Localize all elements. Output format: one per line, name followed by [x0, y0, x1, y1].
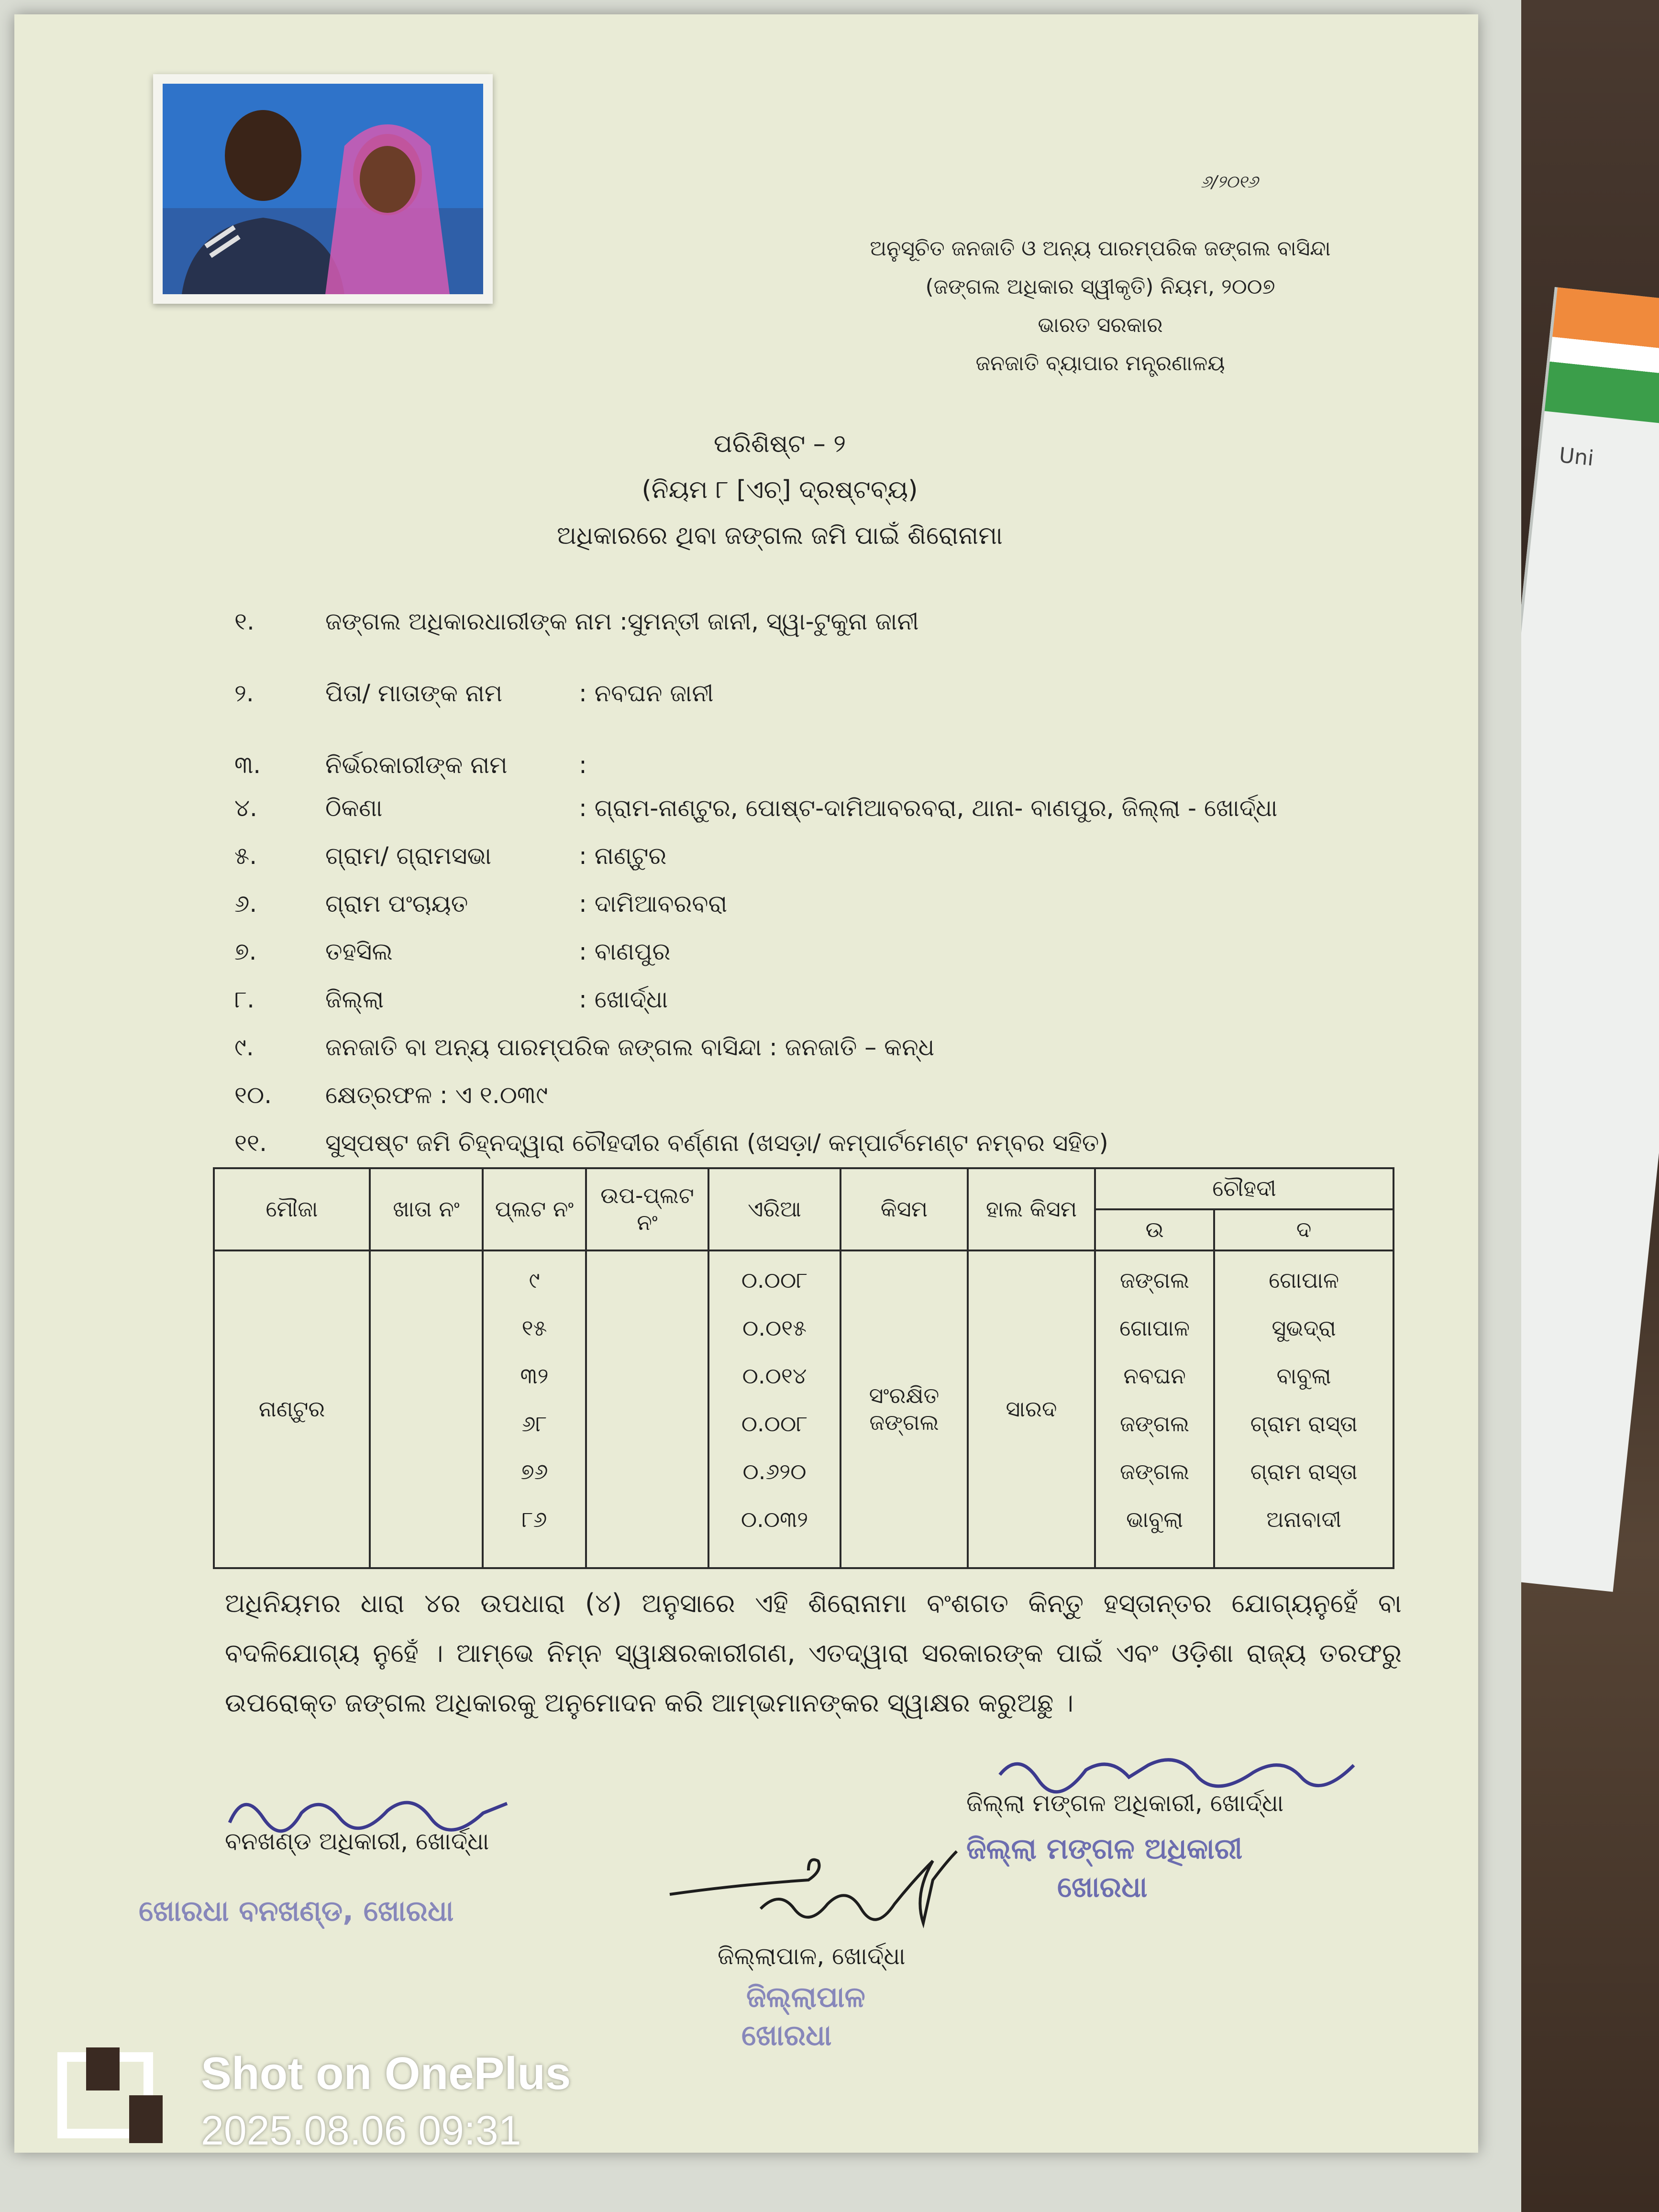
north-boundary: ଭାବୁଲା: [1126, 1506, 1183, 1532]
col-area: ଏରିଆ: [708, 1168, 841, 1250]
plot-number: ୧୫: [521, 1315, 547, 1341]
act-header: [789, 230, 1411, 383]
south-boundary: ଗୋପାଳ: [1269, 1267, 1339, 1293]
center-signatory-title: ଜିଲ୍ଲାପାଳ, ଖୋର୍ଦ୍ଧା: [718, 1942, 906, 1970]
south-boundary: ବାବୁଲା: [1276, 1363, 1331, 1389]
col-hal-kisam: ହାଲ କିସମ: [968, 1168, 1095, 1250]
document-page: [14, 14, 1478, 2153]
cell-hal-kisam: ସାରଦ: [968, 1250, 1095, 1568]
north-boundary: ନବଘନ: [1123, 1363, 1186, 1389]
right-signatory-title: ଜିଲ୍ଲା ମଙ୍ଗଳ ଅଧିକାରୀ, ଖୋର୍ଦ୍ଧା: [966, 1789, 1284, 1817]
field-number: ୪.: [234, 794, 257, 822]
left-signatory-title: ବନଖଣ୍ଡ ଅଧିକାରୀ, ଖୋର୍ଦ୍ଧା: [225, 1827, 489, 1855]
field-value: : ଗ୍ରାମ-ନାଣ୍ଟୁର, ପୋଷ୍ଟ-ଦାମିଆବରବରା, ଥାନା- ବାଣପୁର, ଜିଲ୍ଲା - ଖୋର୍ଦ୍ଧା: [579, 794, 1278, 822]
field-label: ତହସିଲ: [325, 938, 393, 965]
form-title-block: [349, 421, 1210, 559]
form-title: ଅଧିକାରରେ ଥିବା ଜଙ୍ଗଲ ଜମି ପାଇଁ ଶିରୋନାମା: [557, 521, 1003, 550]
area-value: ୦.୦୧୫: [742, 1315, 807, 1341]
field-label: ସୁସ୍ପଷ୍ଟ ଜମି ଚିହ୍ନଦ୍ୱାରା ଚୌହଦୀର ବର୍ଣ୍ଣନା (ଖସଡ଼ା/ କମ୍ପାର୍ଟମେଣ୍ଟ ନମ୍ବର ସହିତ): [325, 1129, 1108, 1157]
field-number: ୧୧.: [234, 1129, 267, 1157]
north-boundary: ଜଙ୍ଗଲ: [1119, 1459, 1190, 1484]
field-value: :: [579, 751, 587, 779]
field-label: ନିର୍ଭରକାରୀଙ୍କ ନାମ: [325, 751, 508, 779]
field-number: ୩.: [234, 751, 261, 779]
plot-number: ୭୬: [520, 1459, 548, 1484]
col-subplot: ଉପ-ପ୍ଲଟ ନଂ: [586, 1168, 708, 1250]
cell-north: [1095, 1250, 1214, 1568]
cell-areas: [708, 1250, 841, 1568]
field-label: କ୍ଷେତ୍ରଫଳ : ଏ ୧.୦୩୯: [325, 1081, 548, 1109]
field-value: : ନବଘନ ଜାନୀ: [579, 679, 714, 707]
area-value: ୦.୦୦୮: [741, 1411, 808, 1437]
watermark-datetime: 2025.08.06 09:31: [201, 2108, 521, 2154]
watermark-title: Shot on OnePlus: [201, 2048, 571, 2099]
col-kisam: କିସମ: [841, 1168, 968, 1250]
area-value: ୦.୦୩୨: [741, 1506, 808, 1532]
south-boundary: ଗ୍ରାମ ରାସ୍ତା: [1250, 1411, 1358, 1437]
cell-kisam: ସଂରକ୍ଷିତ ଜଙ୍ଗଲ: [841, 1250, 968, 1568]
field-number: ୭.: [234, 938, 257, 965]
center-signature-icon: [665, 1832, 962, 1942]
field-value: : ଖୋର୍ଦ୍ଧା: [579, 985, 668, 1013]
field-label: ଗ୍ରାମ ପଂଚାୟତ: [325, 890, 468, 918]
act-header-line-3: ଭାରତ ସରକାର: [1038, 313, 1163, 337]
south-boundary: ସୁଭଦ୍ରା: [1272, 1315, 1336, 1341]
col-chauhadi: ଚୌହଦୀ: [1095, 1168, 1394, 1209]
field-label: ଠିକଣା: [325, 794, 383, 822]
table-header-row: [214, 1168, 1394, 1209]
act-header-line-1: ଅନୁସୂଚିତ ଜନଜାତି ଓ ଅନ୍ୟ ପାରମ୍ପରିକ ଜଙ୍ଗଲ ବାସିନ୍ଦା: [870, 236, 1331, 261]
col-plot: ପ୍ଲଟ ନଂ: [483, 1168, 586, 1250]
cell-subplot: [586, 1250, 708, 1568]
left-stamp: ଖୋରଧା ବନଖଣ୍ଡ, ଖୋରଧା: [139, 1894, 454, 1928]
oneplus-logo-icon: [57, 2047, 163, 2143]
card-text: Uni: [1558, 443, 1595, 471]
south-boundary: ଗ୍ରାମ ରାସ୍ତା: [1250, 1459, 1358, 1484]
area-value: ୦.୬୨୦: [742, 1459, 807, 1484]
annex-label: ପରିଶିଷ୍ଟ – ୨: [713, 430, 846, 458]
table-row: [214, 1250, 1394, 1568]
field-label: ପିତା/ ମାତାଙ୍କ ନାମ: [325, 679, 503, 707]
col-south: ଦ: [1214, 1209, 1394, 1250]
field-value: : ଦାମିଆବରବରା: [579, 890, 728, 918]
field-number: ୯.: [234, 1033, 254, 1061]
act-header-line-4: ଜନଜାତି ବ୍ୟାପାର ମନ୍ତ୍ରଣାଳୟ: [975, 351, 1225, 376]
col-khata: ଖାତା ନଂ: [370, 1168, 483, 1250]
field-value: : ବାଣପୁର: [579, 938, 671, 965]
col-north: ଉ: [1095, 1209, 1214, 1250]
area-value: ୦.୦୦୮: [741, 1267, 808, 1293]
cell-khata: [370, 1250, 483, 1568]
card-flag-band: [1545, 288, 1659, 431]
north-boundary: ଗୋପାଳ: [1119, 1315, 1190, 1341]
field-label: ଜନଜାତି ବା ଅନ୍ୟ ପାରମ୍ପରିକ ଜଙ୍ଗଲ ବାସିନ୍ଦା : ଜନଜାତି – କନ୍ଧ: [325, 1033, 935, 1061]
plot-number: ୬୮: [521, 1411, 547, 1437]
camera-watermark: [57, 2038, 727, 2162]
rule-reference: (ନିୟମ ୮ [ଏଚ୍] ଦ୍ରଷ୍ଟବ୍ୟ): [641, 476, 918, 504]
center-stamp-line-2: ଖୋରଧା: [741, 2019, 832, 2052]
area-value: ୦.୦୧୪: [742, 1363, 807, 1389]
field-number: ୧୦.: [234, 1081, 272, 1109]
field-label: ଜଙ୍ଗଲ ଅଧିକାରଧାରୀଙ୍କ ନାମ :ସୁମନ୍ତୀ ଜାନୀ, ସ୍ୱା-ଟୁକୁନା ଜାନୀ: [325, 608, 919, 635]
cell-plots: [483, 1250, 586, 1568]
field-label: ଗ୍ରାମ/ ଗ୍ରାମସଭା: [325, 842, 492, 870]
plot-number: ୩୨: [520, 1363, 549, 1389]
act-header-line-2: (ଜଙ୍ଗଲ ଅଧିକାର ସ୍ୱୀକୃତି) ନିୟମ, ୨୦୦୭: [925, 275, 1275, 299]
field-number: ୮.: [234, 985, 254, 1013]
right-stamp-line-1: ଜିଲ୍ଲା ମଙ୍ଗଳ ଅଧିକାରୀ: [966, 1832, 1243, 1866]
center-stamp-line-1: ଜିଲ୍ଲାପାଳ: [746, 1980, 865, 2014]
col-mouza: ମୌଜା: [214, 1168, 370, 1250]
couple-photo: [153, 74, 493, 304]
field-number: ୧.: [234, 608, 254, 635]
land-details-table: [213, 1167, 1394, 1569]
field-value: : ନାଣ୍ଟୁର: [579, 842, 667, 870]
north-boundary: ଜଙ୍ଗଲ: [1119, 1267, 1190, 1293]
field-number: ୬.: [234, 890, 257, 918]
cell-south: [1214, 1250, 1394, 1568]
north-boundary: ଜଙ୍ଗଲ: [1119, 1411, 1190, 1437]
plot-number: ୮୬: [521, 1506, 547, 1532]
field-number: ୨.: [234, 679, 254, 707]
plot-number: ୯: [529, 1267, 540, 1293]
cell-mouza: ନାଣ୍ଟୁର: [214, 1250, 370, 1568]
serial-number: ୬/୨୦୧୬: [1200, 172, 1258, 192]
right-stamp-line-2: ଖୋରଧା: [1057, 1870, 1148, 1904]
field-number: ୫.: [234, 842, 257, 870]
south-boundary: ଅନାବାଦୀ: [1266, 1506, 1342, 1532]
declaration-paragraph: ଅଧିନିୟମର ଧାରା ୪ର ଉପଧାରା (୪) ଅନୁସାରେ ଏହି ଶିରୋନାମା ବଂଶଗତ କିନ୍ତୁ ହସ୍ତାନ୍ତର ଯୋଗ୍ୟନୁହେଁ ବା ବଦଳିଯୋଗ୍ୟ ନୁହେଁ । ଆମ୍ଭେ ନିମ୍ନ ସ୍ୱାକ୍ଷରକାରୀଗଣ, ଏତଦ୍ୱାରା ସରକାରଙ୍କ ପାଇଁ ଏବଂ ଓଡ଼ିଶା ରାଜ୍ୟ ତରଫରୁ ଉପରୋକ୍ତ ଜଙ୍ଗଲ ଅଧିକାରକୁ ଅନୁମୋଦନ କରି ଆମ୍ଭମାନଙ୍କର ସ୍ୱାକ୍ଷର କରୁଅଛୁ ।: [225, 1588, 1402, 1718]
field-label: ଜିଲ୍ଲା: [325, 985, 384, 1013]
